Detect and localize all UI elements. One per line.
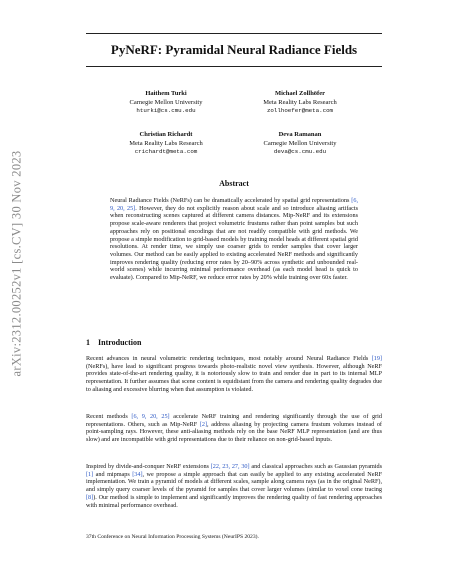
author-email: hturki@cs.cmu.edu bbox=[136, 107, 196, 115]
author-email: zollhoefer@meta.com bbox=[266, 107, 334, 115]
author-name: Christian Richardt bbox=[139, 131, 193, 138]
title-top-rule bbox=[86, 33, 382, 34]
section-number: 1 bbox=[86, 338, 90, 347]
paragraph-text: and classical approaches such as Gaussian pyramids bbox=[249, 463, 382, 470]
abstract-heading: Abstract bbox=[219, 179, 249, 188]
citation-link[interactable]: [6, 9, 20, 25] bbox=[131, 413, 170, 420]
author-affiliation: Carnegie Mellon University bbox=[263, 139, 337, 147]
arxiv-identifier-text: arXiv:2312.00252v1 [cs.CV] 30 Nov 2023 bbox=[9, 150, 24, 376]
intro-paragraph-3 bbox=[86, 463, 382, 509]
paragraph-text: Recent methods bbox=[86, 413, 132, 420]
section-title: Introduction bbox=[98, 338, 142, 347]
author-email: crichardt@meta.com bbox=[134, 148, 198, 156]
author-affiliation: Meta Reality Labs Research bbox=[263, 98, 337, 106]
author-email: deva@cs.cmu.edu bbox=[273, 148, 327, 156]
citation-link[interactable]: [34] bbox=[132, 470, 143, 478]
author-affiliation: Meta Reality Labs Research bbox=[129, 139, 203, 147]
author-block bbox=[230, 131, 370, 157]
paragraph-text: , we propose a simple approach that can easily be applied to any existing accelerated NeRF implementation. We train a pyramid of models at different scales, sample along camera rays (as in the original NeRF), and simply query coarser levels of the pyramid for samples that cover larger volumes (similar to voxel cone tracing bbox=[86, 470, 383, 494]
author-affiliation: Carnegie Mellon University bbox=[129, 98, 203, 106]
abstract-body bbox=[110, 197, 358, 282]
citation-link[interactable]: [2] bbox=[199, 420, 208, 428]
title-bottom-rule bbox=[86, 66, 382, 67]
author-name: Haithem Turki bbox=[145, 90, 187, 97]
author-name: Michael Zollhöfer bbox=[274, 90, 325, 97]
section-heading bbox=[86, 338, 141, 347]
citation-link[interactable]: [6, 9, 20, 25] bbox=[110, 197, 358, 212]
conference-footnote: 37th Conference on Neural Information Processing Systems (NeurIPS 2023). bbox=[86, 534, 259, 540]
paragraph-text: accelerate NeRF training and rendering significantly through the use of grid representations. Others, such as Mip-NeRF bbox=[86, 413, 382, 428]
paper-title: PyNeRF: Pyramidal Neural Radiance Fields bbox=[110, 42, 358, 57]
abstract-text-segment: . However, they do not explicitly reason about scale and so introduce aliasing artifacts when reconstructing scenes captured at different camera distances. Mip-NeRF and its extensions propose scale-aware renderers that project volumetric frustums rather than point samples but such approaches rely on positional encodings that are not readily compatible with grid methods. We propose a simple modification to grid-based models by training model heads at different spatial grid resolutions. At render time, we simply use coarser grids to render samples that cover larger volumes. Our method can be easily applied to existing accelerated NeRF methods and significantly improves rendering quality (reducing error rates by 20–90% across synthetic and unbounded real-world scenes) while incurring minimal performance overhead (as each model head is quick to evaluate). Compared to Mip-NeRF, we reduce error rates by 20% while training over 60x faster. bbox=[110, 204, 359, 282]
citation-link[interactable]: [8] bbox=[86, 493, 94, 501]
paragraph-text: ). Our method is simple to implement and significantly improves the rendering quality of fast rendering approaches with minimal performance overhead. bbox=[86, 493, 382, 509]
author-block bbox=[230, 90, 370, 116]
citation-link[interactable]: [19] bbox=[371, 355, 382, 362]
paragraph-text: and mipmaps bbox=[93, 470, 133, 478]
intro-paragraph-1 bbox=[86, 355, 382, 394]
paragraph-text: (NeRFs), have lead to significant progress towards photo-realistic novel view synthesis. However, although NeRF provides state-of-the-art rendering quality, it is notoriously slow to train and render due in part to its internal MLP representation. It further assumes that scene content is equidistant from the camera and rendering quality degrades due to aliasing and excessive blurring when that assumption is violated. bbox=[86, 362, 382, 393]
intro-paragraph-2 bbox=[86, 413, 382, 444]
citation-link[interactable]: [22, 23, 27, 30] bbox=[210, 463, 250, 470]
paragraph-text: , address aliasing by projecting camera frustum volumes instead of point-sampling rays. However, these anti-aliasing methods rely on the base NeRF MLP representation (and are thus slow) and are incompatible with grid representations due to their reliance on non-grid-based inputs. bbox=[86, 420, 382, 444]
paragraph-text: Inspired by divide-and-conquer NeRF extensions bbox=[86, 463, 211, 470]
author-name: Deva Ramanan bbox=[278, 131, 322, 138]
author-block bbox=[96, 90, 236, 116]
paragraph-text: Recent advances in neural volumetric rendering techniques, most notably around Neural Radiance Fields bbox=[86, 355, 372, 362]
abstract-text-segment: Neural Radiance Fields (NeRFs) can be dramatically accelerated by spatial grid representations bbox=[110, 197, 352, 204]
citation-link[interactable]: [1] bbox=[86, 470, 94, 478]
arxiv-identifier bbox=[6, 118, 28, 408]
author-block bbox=[96, 131, 236, 157]
